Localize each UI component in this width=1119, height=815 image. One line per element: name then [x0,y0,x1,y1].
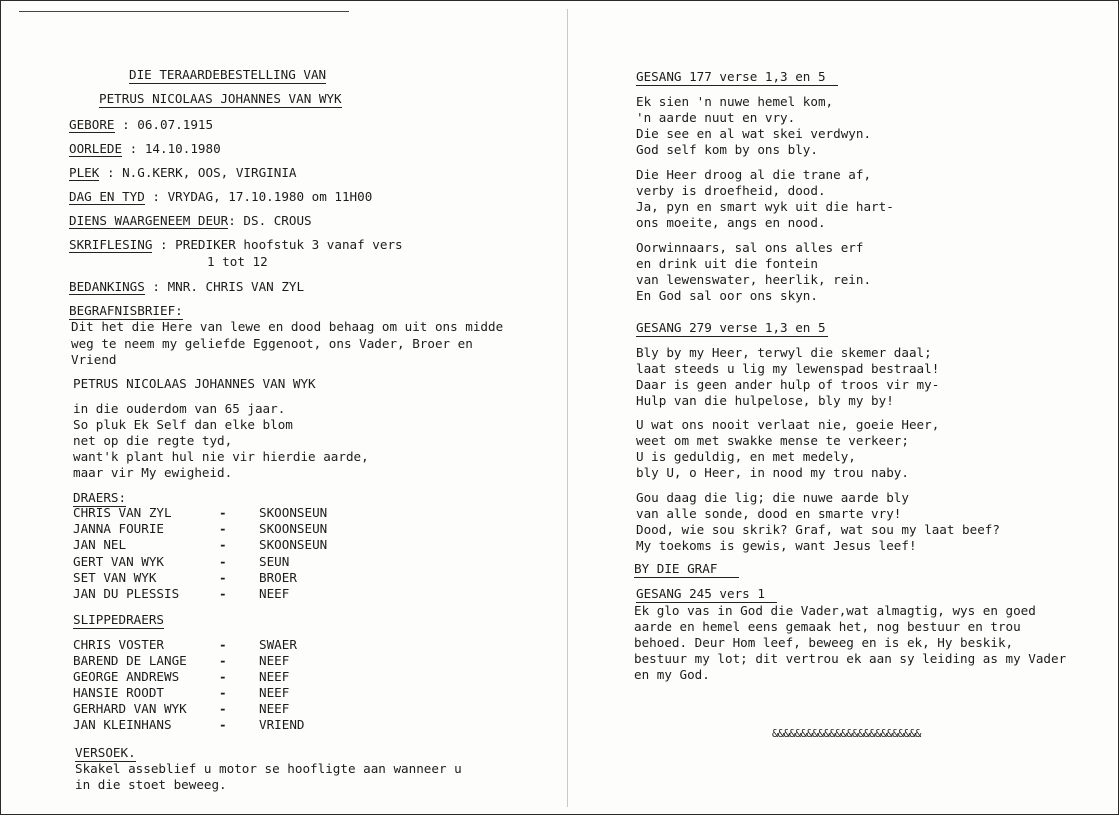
slippedraer-name: HANSIE ROODT [73,685,164,700]
hymn-line: Die see en al wat skei verdwyn. [636,126,872,141]
bedank-value: : MNR. CHRIS VAN ZYL [152,279,305,294]
skrif-label: SKRIFLESING [69,237,153,252]
draer-relation: BROER [259,570,297,585]
plek-value: : N.G.KERK, OOS, VIRGINIA [106,165,297,180]
oorlede-value: : 14.10.1980 [129,141,221,156]
slippedraer-relation: NEEF [259,653,290,668]
brief-line-5: So pluk Ek Self dan elke blom [73,417,293,432]
brief-line-1: Dit het die Here van lewe en dood behaag om uit ons midde [71,319,504,334]
bedank-row [69,279,304,295]
draer-relation: NEEF [259,586,290,601]
creed-line: Ek glo vas in God die Vader,wat almagtig, wys en goed [634,603,1036,618]
draer-dash: - [219,537,227,552]
hymn-line: bly U, o Heer, in nood my trou naby. [636,465,909,480]
slippedraer-relation: VRIEND [259,717,305,732]
slippedraer-name: GERHARD VAN WYK [73,701,187,716]
slippedraer-dash: - [219,637,227,652]
diens-label: DIENS WAARGENEEM DEUR [69,213,229,228]
oorlede-label: OORLEDE [69,141,123,156]
brief-line-3: Vriend [71,352,117,367]
hymn-line: ons moeite, angs en nood. [636,215,826,230]
draer-dash: - [219,505,227,520]
dag-row [69,189,372,205]
dag-value: : VRYDAG, 17.10.1980 om 11H00 [152,189,373,204]
draer-dash: - [219,586,227,601]
bedank-label: BEDANKINGS [69,279,145,294]
oorlede-row [69,141,221,157]
gesang-245-title: GESANG 245 vers 1 [636,586,777,603]
creed-line: aarde en hemel eens gemaak het, nog bestuur en trou [634,619,1021,634]
slippedraer-relation: NEEF [259,669,290,684]
brief-line-7: want'k plant hul nie vir hierdie aarde, [73,449,369,464]
draers-label: DRAERS: [73,490,126,507]
draer-dash: - [219,570,227,585]
draer-dash: - [219,554,227,569]
draer-relation: SEUN [259,554,290,569]
hymn-line: Ja, pyn en smart wyk uit die hart- [636,199,894,214]
diens-row [69,213,312,229]
slippedraer-relation: NEEF [259,701,290,716]
brief-line-2: weg te neem my geliefde Eggenoot, ons Vader, Broer en [71,336,473,351]
draer-name: JAN DU PLESSIS [73,586,180,601]
hymn-line: van lewenswater, heerlik, rein. [636,272,872,287]
gebore-row [69,117,213,133]
page-fold [567,9,568,807]
slippedraer-name: GEORGE ANDREWS [73,669,180,684]
hymn-line: en drink uit die fontein [636,256,818,271]
slippedraer-relation: NEEF [259,685,290,700]
dag-label: DAG EN TYD [69,189,145,204]
slippedraer-name: BAREND DE LANGE [73,653,187,668]
skrif-value: : PREDIKER hoofstuk 3 vanaf vers [160,237,403,252]
draer-relation: SKOONSEUN [259,521,328,536]
brief-line-4: in die ouderdom van 65 jaar. [73,401,286,416]
creed-line: en my God. [634,667,710,682]
draer-name: GERT VAN WYK [73,554,164,569]
hymn-line: En God sal oor ons skyn. [636,288,818,303]
plek-label: PLEK [69,165,100,180]
hymn-line: God self kom by ons bly. [636,142,818,157]
brief-name: PETRUS NICOLAAS JOHANNES VAN WYK [73,376,316,391]
hymn-line: Dood, wie sou skrik? Graf, wat sou my laat beef? [636,522,1000,537]
hymn-line: Daar is geen ander hulp of troos vir my- [636,377,940,392]
brief-line-6: net op die regte tyd, [73,433,233,448]
top-rule [19,11,349,12]
versoek-line-1: Skakel asseblief u motor se hoofligte aan wanneer u [75,761,462,776]
hymn-line: verby is droefheid, dood. [636,183,826,198]
versoek-label: VERSOEK. [75,745,136,762]
hymn-line: Oorwinnaars, sal ons alles erf [636,240,864,255]
gesang-279-title: GESANG 279 verse 1,3 en 5 [636,320,828,337]
hymn-line: U is geduldig, en met medely, [636,449,856,464]
hymn-line: Ek sien 'n nuwe hemel kom, [636,94,834,109]
plek-row [69,165,297,181]
draer-dash: - [219,521,227,536]
slippedraer-dash: - [219,669,227,684]
skrif-value-2: 1 tot 12 [207,254,268,269]
versoek-line-2: in die stoet beweeg. [75,777,227,792]
creed-line: behoed. Deur Hom leef, beweeg en is ek, Hy beskik, [634,635,1014,650]
slippedraer-relation: SWAER [259,637,297,652]
skrif-row [69,237,403,253]
gebore-label: GEBORE [69,117,115,132]
brief-line-8: maar vir My ewigheid. [73,465,233,480]
draer-relation: SKOONSEUN [259,537,328,552]
hymn-line: Hulp van die hulpelose, bly my by! [636,393,894,408]
draer-name: SET VAN WYK [73,570,157,585]
draer-relation: SKOONSEUN [259,505,328,520]
begrafnisbrief-label: BEGRAFNISBRIEF: [69,303,183,320]
hymn-line: laat steeds u lig my lewenspad bestraal! [636,361,940,376]
slippedraer-name: JAN KLEINHANS [73,717,172,732]
slippedraer-dash: - [219,717,227,732]
hymn-line: 'n aarde nuut en vry. [636,110,796,125]
title-line-1: DIE TERAARDEBESTELLING VAN [129,67,326,84]
slippedraer-dash: - [219,653,227,668]
slippedraer-dash: - [219,685,227,700]
hymn-line: Die Heer droog al die trane af, [636,167,872,182]
slippedraer-dash: - [219,701,227,716]
diens-value: : DS. CROUS [228,213,312,228]
hymn-line: Gou daag die lig; die nuwe aarde bly [636,490,909,505]
hymn-line: weet om met swakke mense te verkeer; [636,433,909,448]
draer-name: JANNA FOURIE [73,521,164,536]
slippedraers-label: SLIPPEDRAERS [73,612,164,629]
draer-name: JAN NEL [73,537,127,552]
gesang-177-title: GESANG 177 verse 1,3 en 5 [636,69,838,86]
ornament-row: &&&&&&&&&&&&&&&&&&&&&&&&&& [772,728,921,740]
hymn-line: My toekoms is gewis, want Jesus leef! [636,538,917,553]
slippedraer-name: CHRIS VOSTER [73,637,164,652]
hymn-line: U wat ons nooit verlaat nie, goeie Heer, [636,417,940,432]
draer-name: CHRIS VAN ZYL [73,505,172,520]
gebore-value: : 06.07.1915 [122,117,214,132]
by-die-graf-label: BY DIE GRAF [634,561,739,578]
title-line-2: PETRUS NICOLAAS JOHANNES VAN WYK [99,91,342,108]
hymn-line: van alle sonde, dood en smarte vry! [636,506,902,521]
hymn-line: Bly by my Heer, terwyl die skemer daal; [636,345,932,360]
creed-line: bestuur my lot; dit vertrou ek aan sy leiding as my Vader [634,651,1067,666]
